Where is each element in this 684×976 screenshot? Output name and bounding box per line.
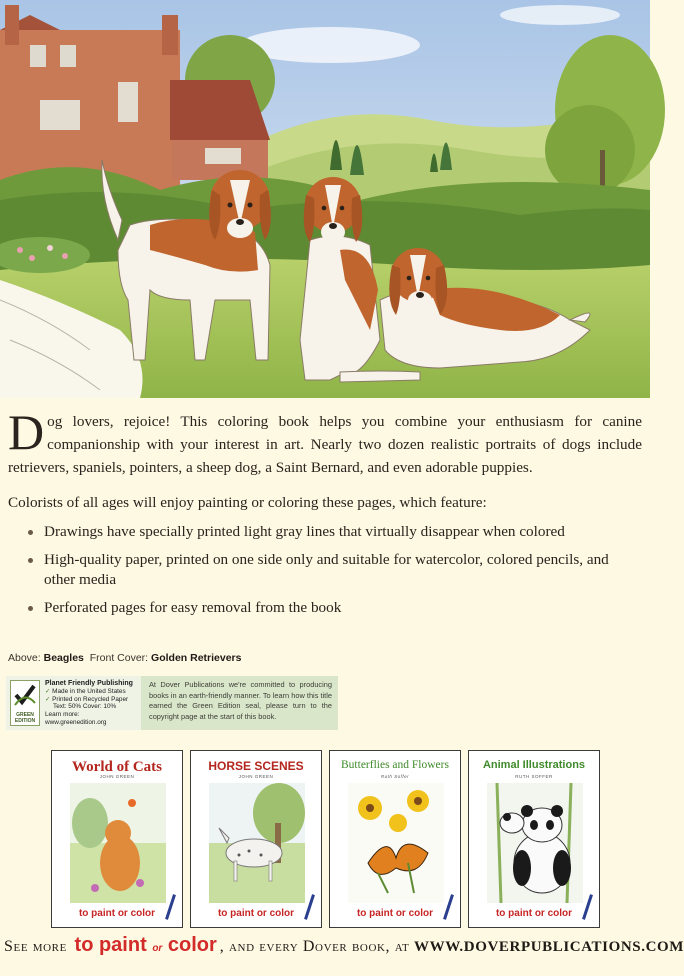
check-icon: ✓	[45, 687, 51, 695]
book-author: JOHN GREEN	[238, 774, 274, 779]
series-logo: to paint or color	[217, 908, 295, 919]
book-butterflies-and-flowers[interactable]	[329, 750, 461, 928]
book-description	[8, 404, 642, 626]
website-link[interactable]: WWW.DOVERPUBLICATIONS.COM	[414, 939, 684, 955]
related-books	[51, 750, 608, 928]
bullet-icon	[28, 530, 33, 535]
footer-promo	[4, 934, 684, 960]
book-author: Ruth Soffer	[380, 774, 410, 779]
bullet-icon	[28, 606, 33, 611]
cat-illustration	[70, 783, 166, 903]
green-edition-statement: At Dover Publications we're committed to producing books in an earth-friendly manner. To learn how this title earned the Green Edition seal, please turn to the copyright page at the start of this book.	[149, 680, 332, 721]
features-list	[8, 522, 642, 618]
feature-item: Drawings have specially printed light gray lines that virtually disappear when colored	[28, 522, 642, 542]
footer-prefix: See more	[4, 938, 67, 955]
hero-illustration	[0, 0, 650, 398]
logo-text: GREEN EDITION	[14, 712, 36, 724]
series-brand-link[interactable]: to paint or color	[74, 934, 217, 956]
book-horse-scenes[interactable]	[190, 750, 322, 928]
checkmark-leaf-icon	[11, 681, 39, 711]
green-edition-info: Planet Friendly Publishing ✓ Made in the United States ✓ Printed on Recycled Paper Text: 50% Cover: 10% Learn more: www.greenedition.org	[45, 680, 133, 726]
footer-middle: , and every Dover book, at	[219, 938, 410, 955]
book-author: RUTH SOFFER	[515, 774, 553, 779]
butterfly-flowers-illustration	[348, 783, 444, 903]
series-logo: to paint or color	[495, 908, 573, 919]
series-logo: to paint or color	[356, 908, 434, 919]
horse-illustration	[209, 783, 305, 903]
check-icon: ✓	[45, 695, 51, 703]
green-edition-box	[6, 676, 338, 730]
series-logo: to paint or color	[78, 908, 156, 919]
book-author: JOHN GREEN	[99, 774, 135, 779]
intro-paragraph	[8, 404, 642, 479]
book-title: HORSE SCENES	[208, 759, 304, 773]
dropcap-letter: D	[8, 404, 45, 460]
feature-item: Perforated pages for easy removal from the book	[28, 598, 642, 618]
bullet-icon	[28, 558, 33, 563]
green-edition-badge	[6, 676, 141, 730]
book-world-of-cats[interactable]	[51, 750, 183, 928]
book-title: World of Cats	[72, 759, 162, 775]
panda-illustration	[487, 783, 583, 903]
book-title: Butterflies and Flowers	[341, 759, 449, 771]
feature-item: High-quality paper, printed on one side only and suitable for watercolor, colored pencils, and other media	[28, 550, 642, 590]
book-title: Animal Illustrations	[482, 759, 586, 771]
beagles-illustration	[0, 0, 650, 398]
art-caption: Above: Beagles Front Cover: Golden Retrievers	[8, 652, 242, 664]
book-animal-illustrations[interactable]	[468, 750, 600, 928]
green-edition-logo	[10, 680, 40, 726]
features-intro: Colorists of all ages will enjoy painting or coloring these pages, which feature:	[8, 494, 487, 511]
intro-text: og lovers, rejoice! This coloring book helps you combine your enthusiasm for canine companionship with your interest in art. Nearly two dozen realistic portraits of dogs include retrievers, spaniels, pointers, a sheep dog, a Saint Bernard, and even adorable puppies.	[8, 413, 642, 476]
